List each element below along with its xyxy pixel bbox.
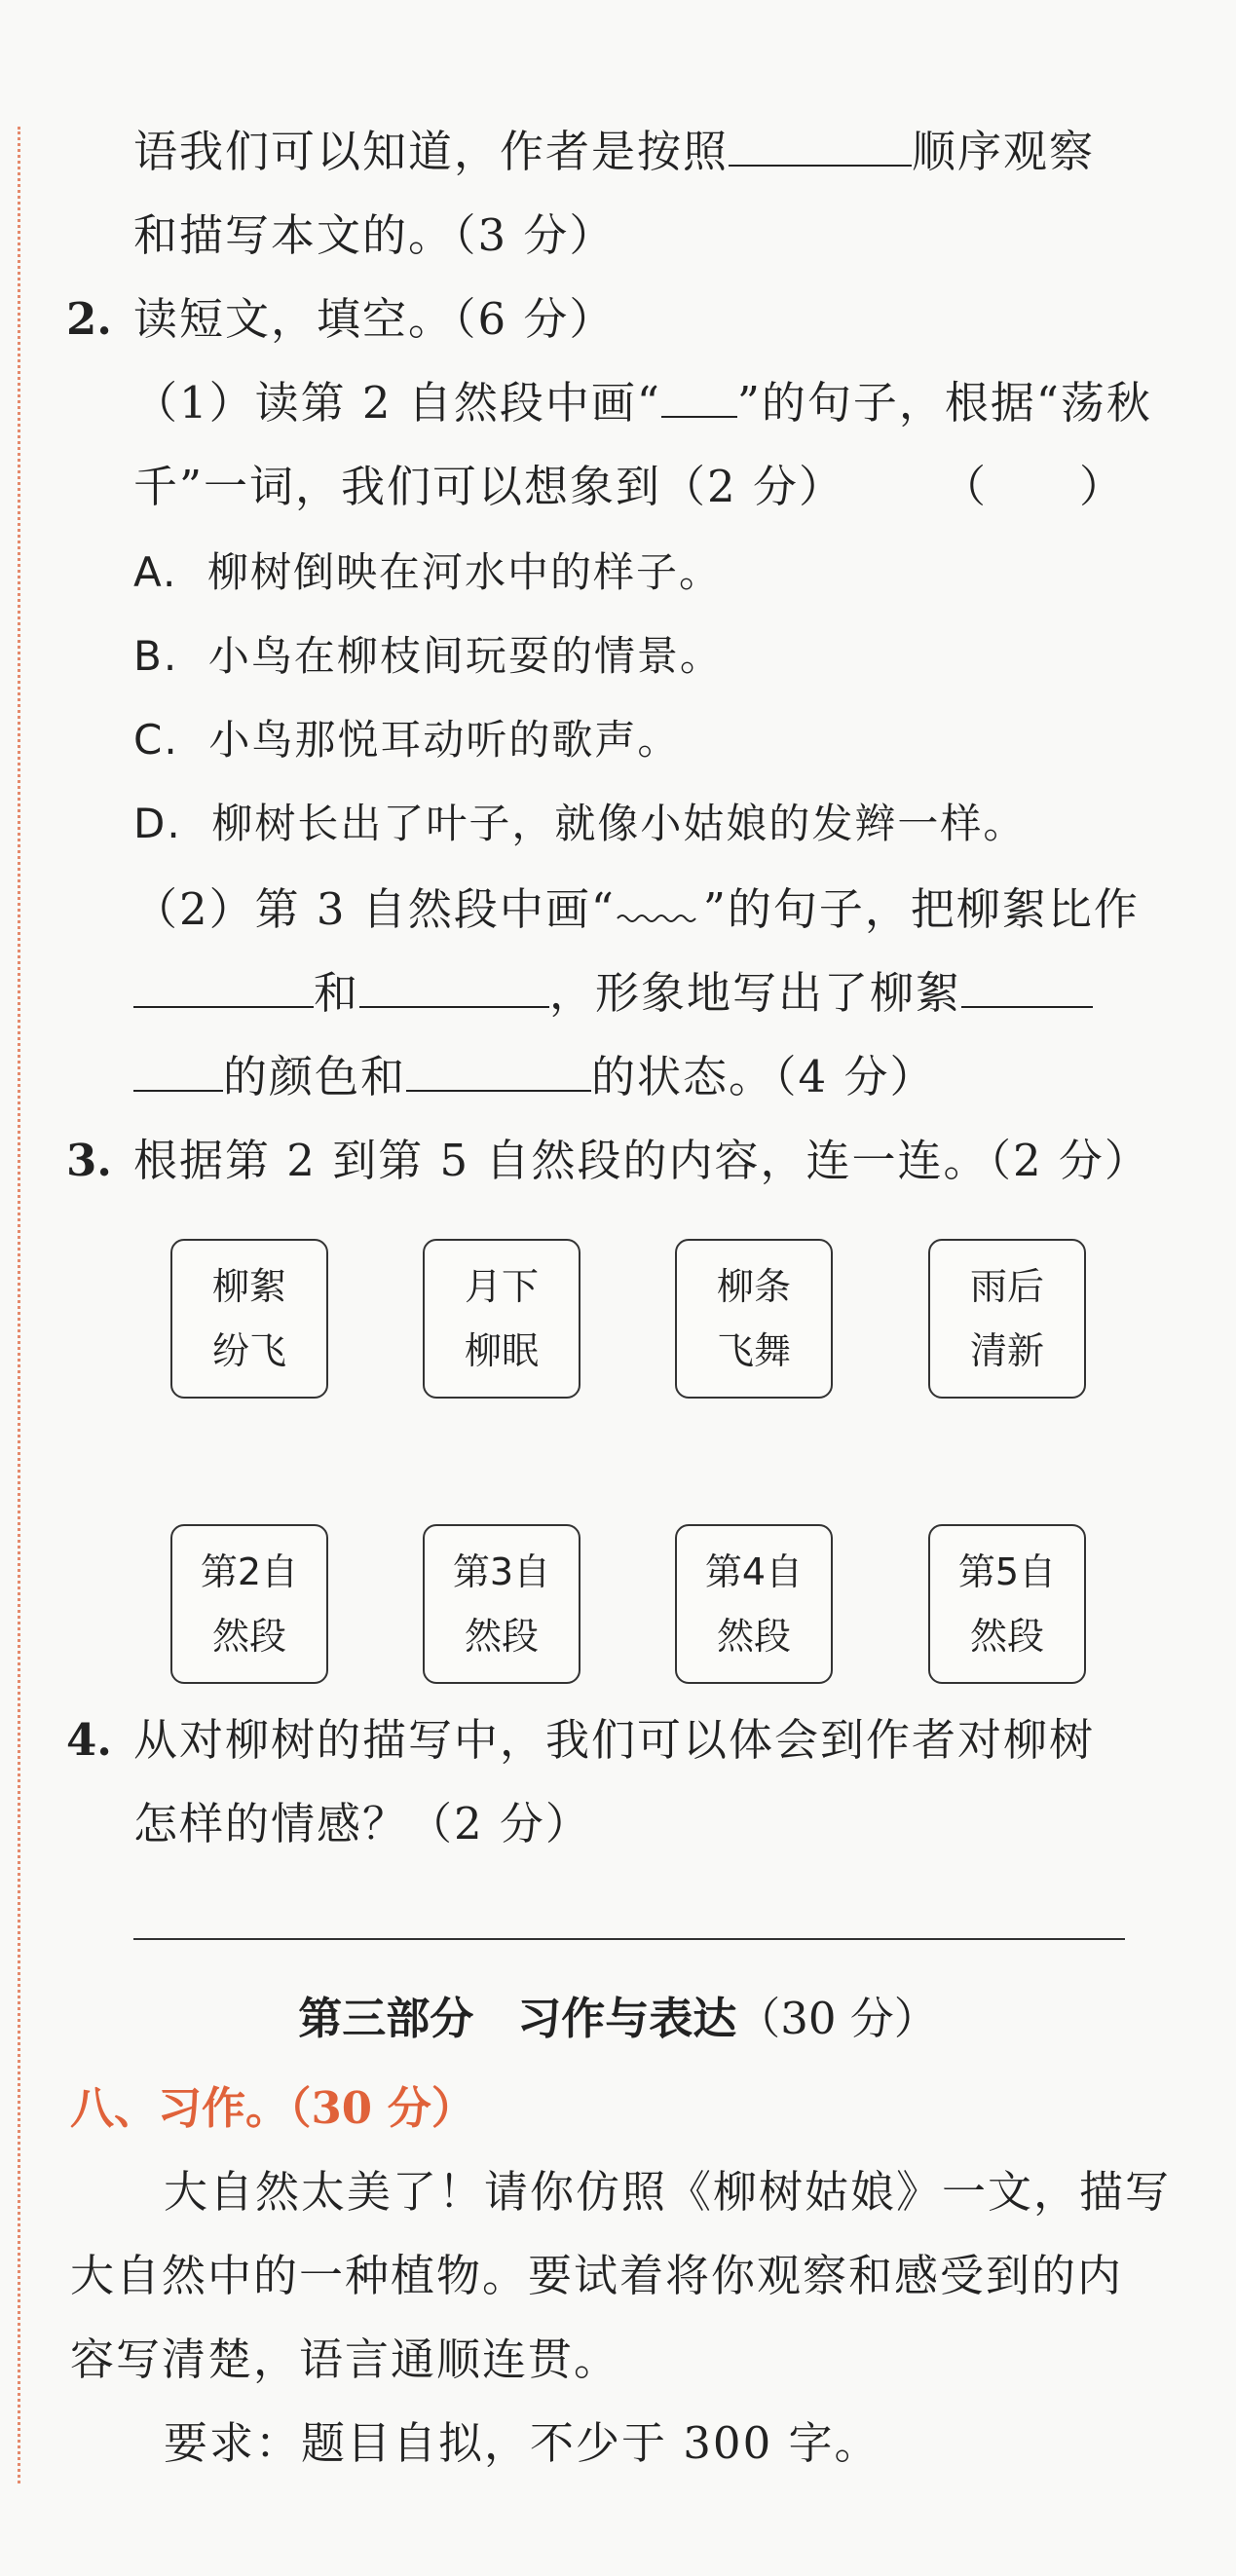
- q4-answer-line[interactable]: [133, 1938, 1125, 1940]
- top-box-1[interactable]: [170, 1239, 328, 1399]
- q2-sub2-text-a: （2）第 3 自然段中画“: [133, 883, 616, 935]
- box-line: 然段: [211, 1615, 286, 1658]
- q2-number: 2.: [66, 293, 112, 345]
- box-line: 柳眠: [464, 1329, 539, 1372]
- option-letter: D.: [133, 800, 182, 847]
- box-line: 雨后: [969, 1265, 1044, 1308]
- box-line: 清新: [969, 1329, 1044, 1372]
- q4-line1: 从对柳树的描写中，我们可以体会到作者对柳树: [133, 1714, 1096, 1766]
- bottom-box-1[interactable]: [170, 1524, 328, 1684]
- straight-underline-mark: [661, 379, 737, 418]
- q2-sub2-line3: [133, 1048, 935, 1106]
- box-line: 然段: [716, 1615, 791, 1658]
- bottom-box-2[interactable]: [423, 1524, 581, 1684]
- box-line: 纷飞: [211, 1329, 286, 1372]
- top-box-2[interactable]: [423, 1239, 581, 1399]
- part3-title: [0, 1990, 1236, 2048]
- q1-text-b: 顺序观察: [912, 126, 1096, 177]
- top-box-3[interactable]: [675, 1239, 833, 1399]
- box-line: 然段: [464, 1615, 539, 1658]
- q2-sub2-line2: [133, 964, 1093, 1023]
- q2-sub1-text-c: 千”一词，我们可以想象到（2 分）: [133, 461, 844, 512]
- answer-parentheses[interactable]: （ ）: [941, 461, 1125, 512]
- q2-sub1-line2: [133, 458, 1125, 516]
- q2-sub2-line1: [133, 880, 1140, 939]
- q2-sub1-line1: [133, 374, 1152, 432]
- option-text: 柳树长出了叶子，就像小姑娘的发辫一样。: [211, 800, 1027, 847]
- margin-dotted-line: [18, 127, 20, 2483]
- option-c[interactable]: [133, 711, 680, 769]
- q2-sub1-text-a: （1）读第 2 自然段中画“: [133, 377, 661, 429]
- q1-text-a: 语我们可以知道，作者是按照: [133, 126, 730, 177]
- option-b[interactable]: [133, 627, 723, 686]
- q2-blank-4[interactable]: [406, 1053, 591, 1092]
- q2-sub2-text-d: ，形象地写出了柳絮: [549, 967, 962, 1019]
- top-box-4[interactable]: [928, 1239, 1086, 1399]
- essay-prompt-line1: 大自然太美了！请你仿照《柳树姑娘》一文，描写: [164, 2166, 1172, 2218]
- q3-number: 3.: [66, 1135, 112, 1186]
- essay-prompt-line2: 大自然中的一种植物。要试着将你观察和感受到的内: [70, 2250, 1124, 2301]
- q2-sub2-text-f: 的状态。（4 分）: [591, 1051, 936, 1102]
- bottom-box-4[interactable]: [928, 1524, 1086, 1684]
- q2-sub2-text-e: 的颜色和: [223, 1051, 407, 1102]
- q2-sub1-text-b: ”的句子，根据“荡秋: [736, 377, 1152, 429]
- box-line: 第3自: [452, 1550, 551, 1593]
- q1-blank[interactable]: [729, 128, 912, 167]
- q2-title: 读短文，填空。（6 分）: [133, 293, 616, 345]
- q1-line2: 和描写本文的。（3 分）: [133, 209, 616, 261]
- box-line: 第2自: [200, 1550, 299, 1593]
- box-line: 第5自: [957, 1550, 1057, 1593]
- wavy-underline-mark: [616, 885, 703, 924]
- section8-heading: 八、习作。（30 分）: [70, 2082, 475, 2134]
- option-letter: C.: [133, 716, 179, 764]
- q2-blank-3a[interactable]: [961, 969, 1093, 1008]
- q2-sub2-text-b: ”的句子，把柳絮比作: [702, 883, 1140, 935]
- option-a[interactable]: [133, 543, 722, 602]
- box-line: 柳絮: [211, 1265, 286, 1308]
- q2-blank-1[interactable]: [133, 969, 314, 1008]
- q3-title: 根据第 2 到第 5 自然段的内容，连一连。（2 分）: [133, 1135, 1150, 1186]
- essay-prompt-line3: 容写清楚，语言通顺连贯。: [70, 2333, 620, 2385]
- option-letter: B.: [133, 632, 179, 680]
- q2-blank-3b[interactable]: [133, 1053, 223, 1092]
- q4-line2: 怎样的情感？（2 分）: [133, 1798, 591, 1849]
- box-line: 月下: [464, 1265, 539, 1308]
- box-line: 飞舞: [716, 1329, 791, 1372]
- box-line: 然段: [969, 1615, 1044, 1658]
- option-d[interactable]: [133, 795, 1026, 853]
- box-line: 第4自: [704, 1550, 804, 1593]
- option-letter: A.: [133, 548, 178, 596]
- option-text: 小鸟那悦耳动听的歌声。: [208, 716, 681, 764]
- box-line: 柳条: [716, 1265, 791, 1308]
- q4-number: 4.: [66, 1714, 112, 1766]
- essay-requirements: 要求：题目自拟，不少于 300 字。: [164, 2417, 880, 2469]
- q1-line1: [133, 123, 1095, 181]
- q2-blank-2[interactable]: [359, 969, 549, 1008]
- part3-score: （30 分）: [736, 1993, 938, 2044]
- q2-sub2-text-c: 和: [314, 967, 360, 1019]
- option-text: 小鸟在柳枝间玩耍的情景。: [207, 632, 723, 680]
- option-text: 柳树倒映在河水中的样子。: [207, 548, 723, 596]
- part3-title-text: 第三部分 习作与表达: [298, 1993, 737, 2044]
- bottom-box-3[interactable]: [675, 1524, 833, 1684]
